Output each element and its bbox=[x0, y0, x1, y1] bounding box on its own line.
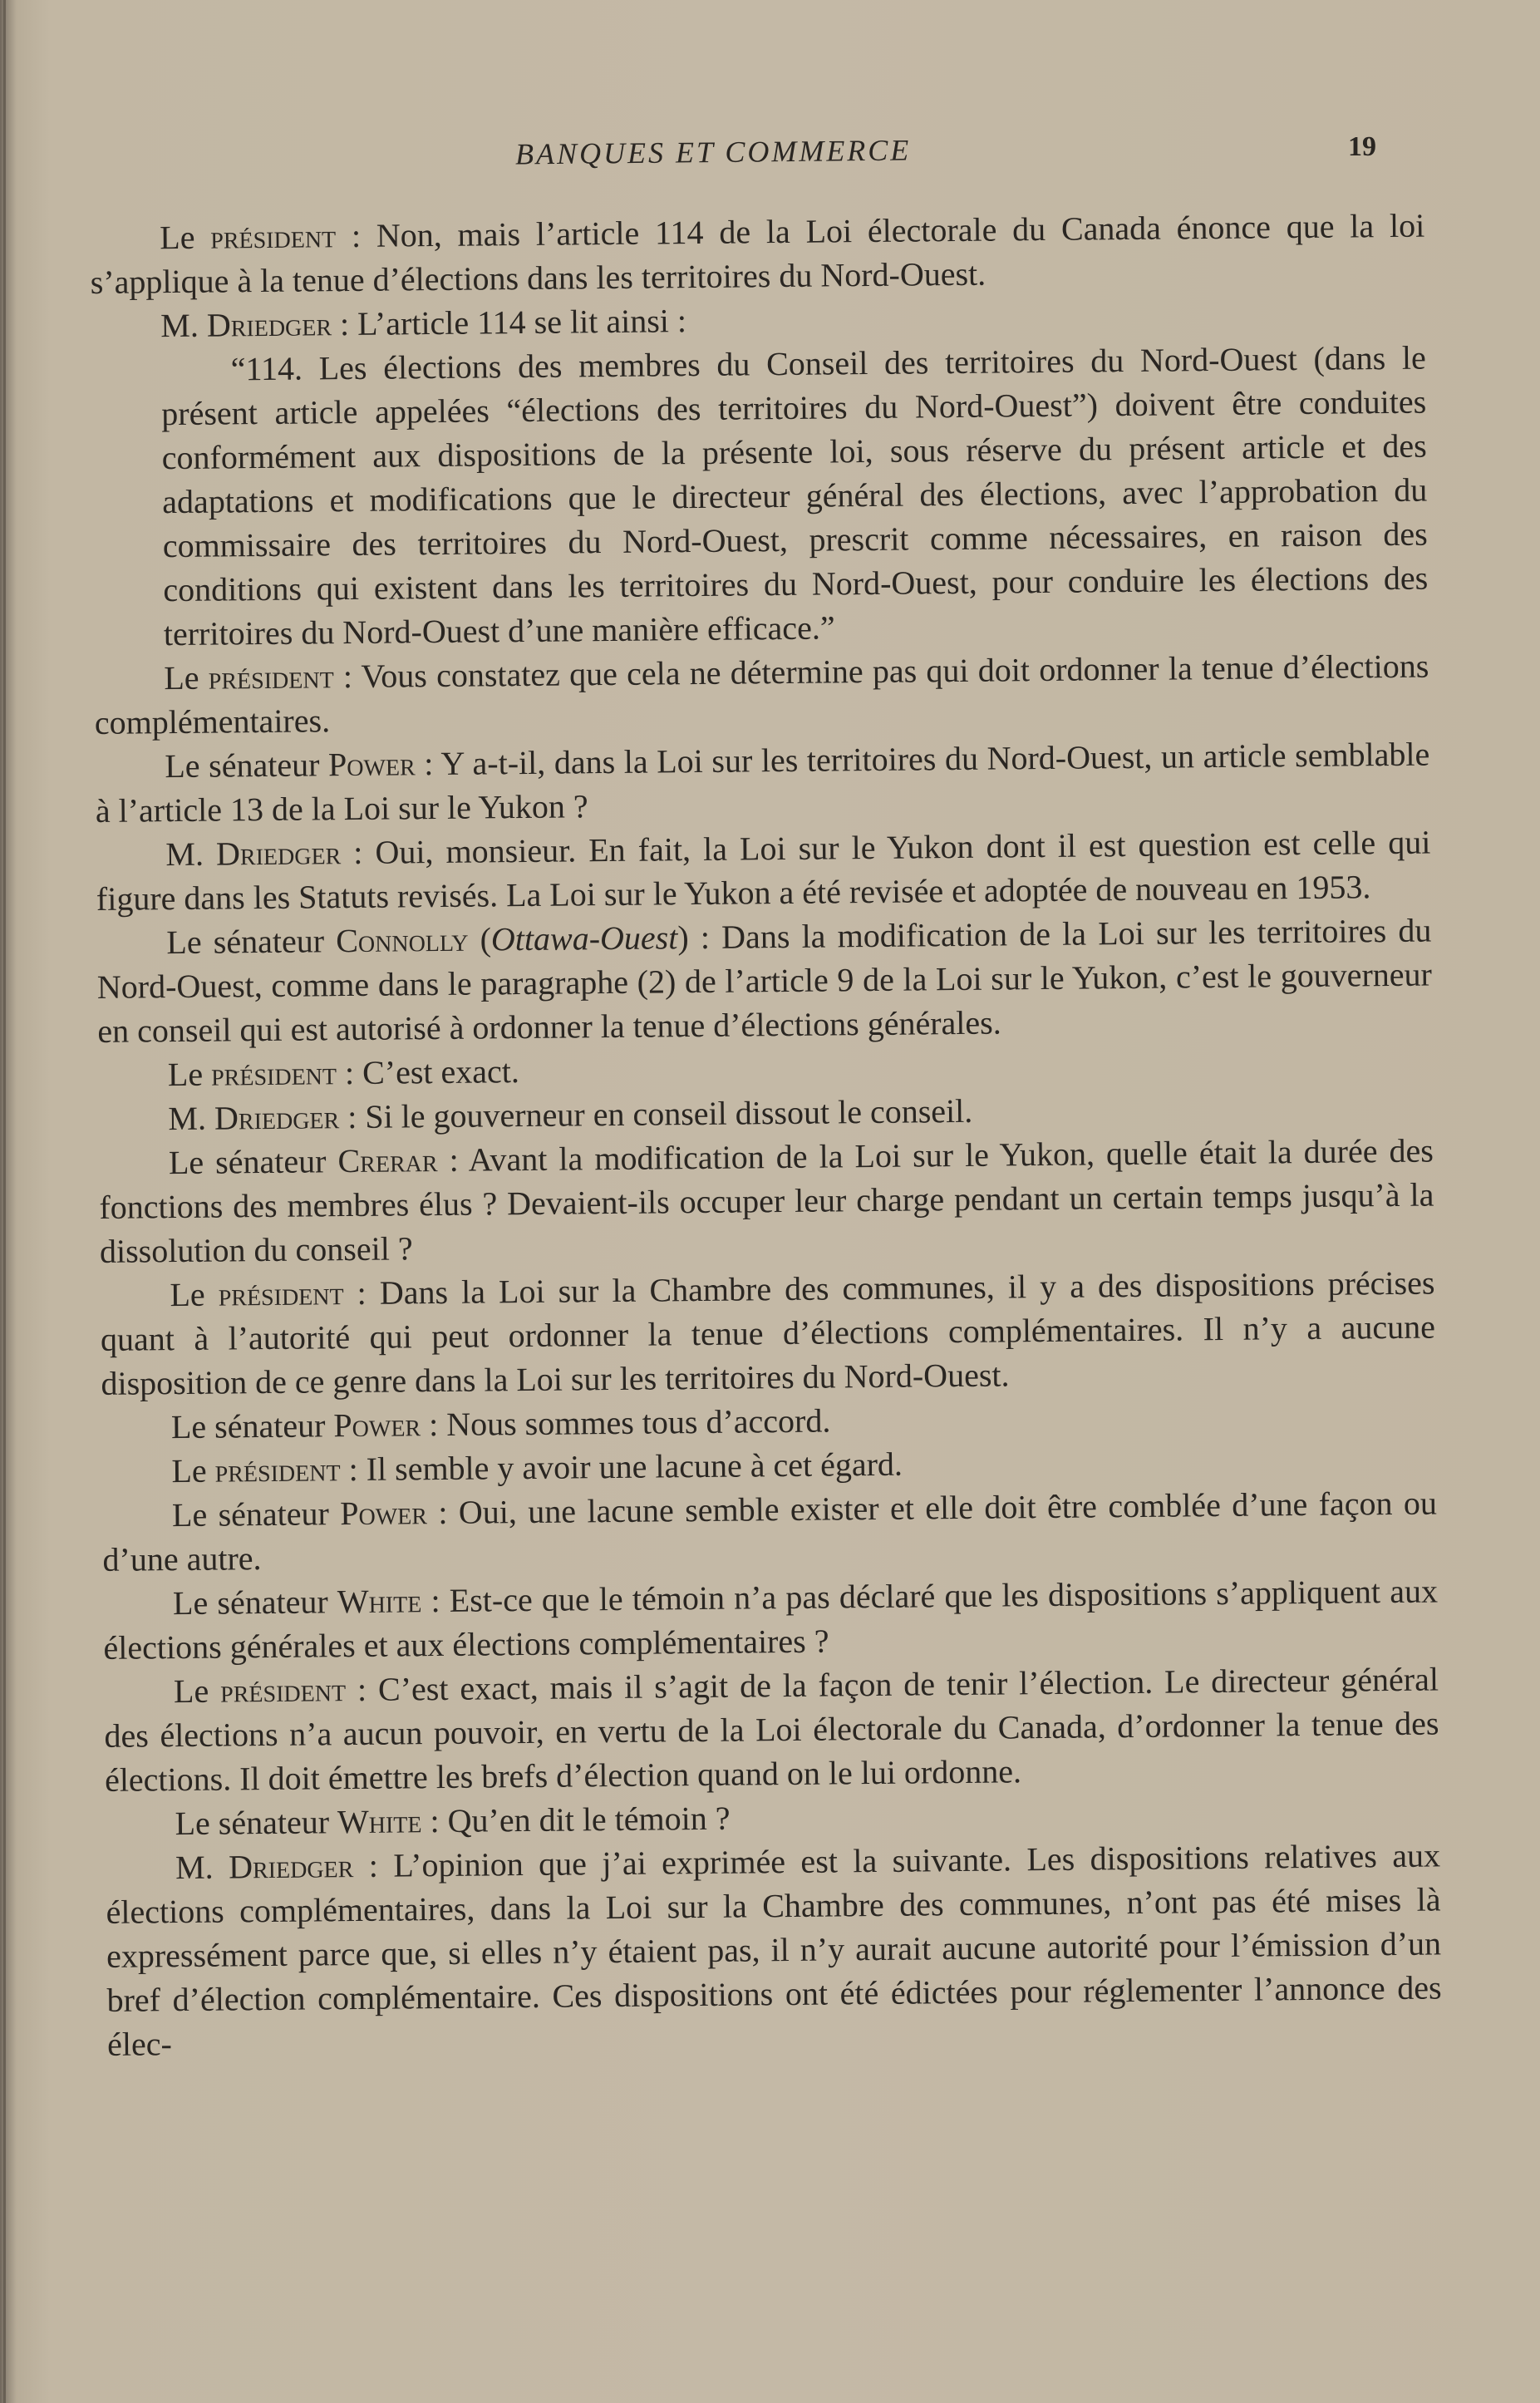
speaker-title: Le sénateur bbox=[168, 1142, 338, 1182]
paragraph bbox=[103, 1569, 1439, 1670]
paragraph bbox=[100, 1261, 1435, 1406]
paragraph bbox=[102, 1481, 1438, 1582]
paragraph bbox=[90, 204, 1425, 304]
speaker-title: Le sénateur bbox=[170, 1406, 334, 1446]
paragraph bbox=[106, 1833, 1442, 2066]
speaker-name: Driedger bbox=[206, 305, 332, 344]
speaker-title: M. bbox=[168, 1099, 215, 1138]
paragraph-text: : Oui, monsieur. En fait, la Loi sur le Yukon dont il est question est celle qui figure dans les Statuts revisés. La Loi sur le Yukon a été revisée et adoptée de nouveau en 1953. bbox=[96, 823, 1431, 918]
paragraph-text: : Avant la modification de la Loi sur le Yukon, quelle était la durée des fonctions des membres élus ? Devaient-ils occuper leur charge pendant un certain temps jusqu’à la dissolution du conseil ? bbox=[99, 1131, 1434, 1270]
paragraph bbox=[104, 1657, 1439, 1802]
paragraph-text: : Il semble y avoir une lacune à cet égard. bbox=[340, 1445, 903, 1489]
speaker-name: Driedger bbox=[215, 834, 342, 873]
speaker-name: président bbox=[208, 657, 334, 697]
speaker-name: Power bbox=[333, 1406, 421, 1445]
paragraph-text: : Non, mais l’article 114 de la Loi électorale du Canada énonce que la loi s’applique à la tenue d’élections dans les territoires du Nord-Ouest. bbox=[90, 206, 1425, 301]
speaker-title: M. bbox=[175, 1848, 229, 1887]
speaker-title: Le bbox=[164, 658, 209, 697]
quoted-article bbox=[91, 336, 1429, 657]
speaker-riding: Ottawa-Ouest bbox=[490, 918, 678, 958]
paragraph-text: : L’article 114 se lit ainsi : bbox=[331, 302, 687, 343]
page-number: 19 bbox=[1348, 131, 1376, 162]
paragraph-text: : Dans la Loi sur la Chambre des communes, il y a des dispositions précises quant à l’autorité qui peut ordonner la tenue d’élections complémentaires. Il n’y a aucune disposition de ce genre dans la Loi sur les territoires du Nord-Ouest. bbox=[100, 1263, 1436, 1402]
speaker-title: Le sénateur bbox=[172, 1583, 338, 1623]
speaker-name: Driedger bbox=[228, 1847, 354, 1886]
speaker-title: Le bbox=[167, 1055, 212, 1094]
paragraph: Le sénateur Connolly (Ottawa-Ouest) : Dans la modification de la Loi sur les territoires du Nord-Ouest, comme dans le paragraphe (2) de l’article 9 de la Loi sur le Yukon, c’est le gouverneur en conseil qui est autorisé à ordonner la tenue d’élections générales. bbox=[96, 911, 1433, 1050]
speaker-title: M. bbox=[160, 306, 208, 345]
paragraph-text: : C’est exact. bbox=[336, 1052, 520, 1092]
speaker-name: Power bbox=[327, 745, 416, 784]
speaker-name: White bbox=[337, 1582, 422, 1621]
paragraph-text: : L’opinion que j’ai exprimée est la suivante. Les dispositions relatives aux élections complémentaires, dans la Loi sur la Chambre des communes, n’ont pas été mises là expressément parce que, si elles n’y étaient pas, il n’y aurait aucune autorité pour l’émission d’un bref d’élection complémentaire. Ces dispositions ont été édictées pour réglementer l’annonce des élec- bbox=[106, 1836, 1442, 2063]
paragraph-text: : Y a-t-il, dans la Loi sur les territoires du Nord-Ouest, un article semblable à l’article 13 de la Loi sur le Yukon ? bbox=[95, 735, 1430, 830]
quote-text: “114. Les élections des membres du Conseil des territoires du Nord-Ouest (dans le présent article appelées “élections des territoires du Nord-Ouest”) doivent être conduites conformément aux dispositions de la présente loi, sous réserve du présent article et des adaptations et modifications que le directeur général des élections, avec l’approbation du commissaire des territoires du Nord-Ouest, prescrit comme nécessaires, en raison des conditions qui existent dans les territoires du Nord-Ouest, pour conduire les élections des territoires du Nord-Ouest d’une manière efficace.” bbox=[161, 338, 1429, 653]
speaker-name: président bbox=[210, 1054, 337, 1093]
speaker-name: président bbox=[219, 1671, 347, 1710]
paragraph bbox=[96, 820, 1431, 921]
transcript-body bbox=[90, 204, 1442, 2066]
speaker-title: Le sénateur bbox=[171, 1494, 341, 1534]
paragraph bbox=[94, 644, 1429, 745]
speaker-title: Le bbox=[173, 1672, 221, 1711]
speaker-name: Power bbox=[340, 1494, 428, 1533]
speaker-name: Crerar bbox=[337, 1141, 438, 1180]
speaker-title: Le sénateur bbox=[175, 1803, 338, 1843]
paragraph bbox=[95, 732, 1430, 833]
paragraph-text: : Est-ce que le témoin n’a pas déclaré que les dispositions s’appliquent aux élections générales et aux élections complémentaires ? bbox=[103, 1572, 1439, 1667]
speaker-name: White bbox=[337, 1802, 422, 1841]
speaker-name: Driedger bbox=[214, 1098, 340, 1137]
binding-edge bbox=[3, 0, 6, 2403]
running-header: BANQUES ET COMMERCE bbox=[514, 133, 912, 171]
paragraph-text: : C’est exact, mais il s’agit de la façon de tenir l’élection. Le directeur général des élections n’a aucun pouvoir, en vertu de la Loi électorale du Canada, d’ordonner la tenue des élections. Il doit émettre les brefs d’élection quand on le lui ordonne. bbox=[104, 1660, 1439, 1799]
speaker-name: Connolly bbox=[336, 920, 469, 960]
speaker-title: Le bbox=[170, 1275, 219, 1314]
speaker-title: M. bbox=[165, 835, 217, 874]
speaker-name: président bbox=[218, 1274, 344, 1313]
paragraph-text: : Oui, une lacune semble exister et elle doit être comblée d’une façon ou d’une autre. bbox=[102, 1484, 1438, 1578]
speaker-title: Le bbox=[160, 218, 211, 257]
paragraph bbox=[99, 1129, 1434, 1273]
paragraph-text: : Dans la modification de la Loi sur les territoires du Nord-Ouest, comme dans le paragraphe (2) de l’article 9 de la Loi sur le Yukon, c’est le gouverneur en conseil qui est autorisé à ordonner la tenue d’élections générales. bbox=[96, 911, 1433, 1050]
paragraph-text: : Nous sommes tous d’accord. bbox=[420, 1401, 831, 1444]
paragraph-text: : Vous constatez que cela ne détermine pas qui doit ordonner la tenue d’élections complémentaires. bbox=[94, 647, 1429, 741]
speaker-title: Le sénateur bbox=[165, 746, 329, 785]
paragraph-text: : Qu’en dit le témoin ? bbox=[421, 1799, 731, 1840]
speaker-title: Le bbox=[171, 1451, 215, 1490]
speaker-title: Le sénateur bbox=[166, 922, 337, 962]
speaker-name: président bbox=[210, 217, 337, 256]
paragraph-text: : Si le gouverneur en conseil dissout le conseil. bbox=[338, 1091, 973, 1136]
speaker-name: président bbox=[214, 1450, 341, 1490]
